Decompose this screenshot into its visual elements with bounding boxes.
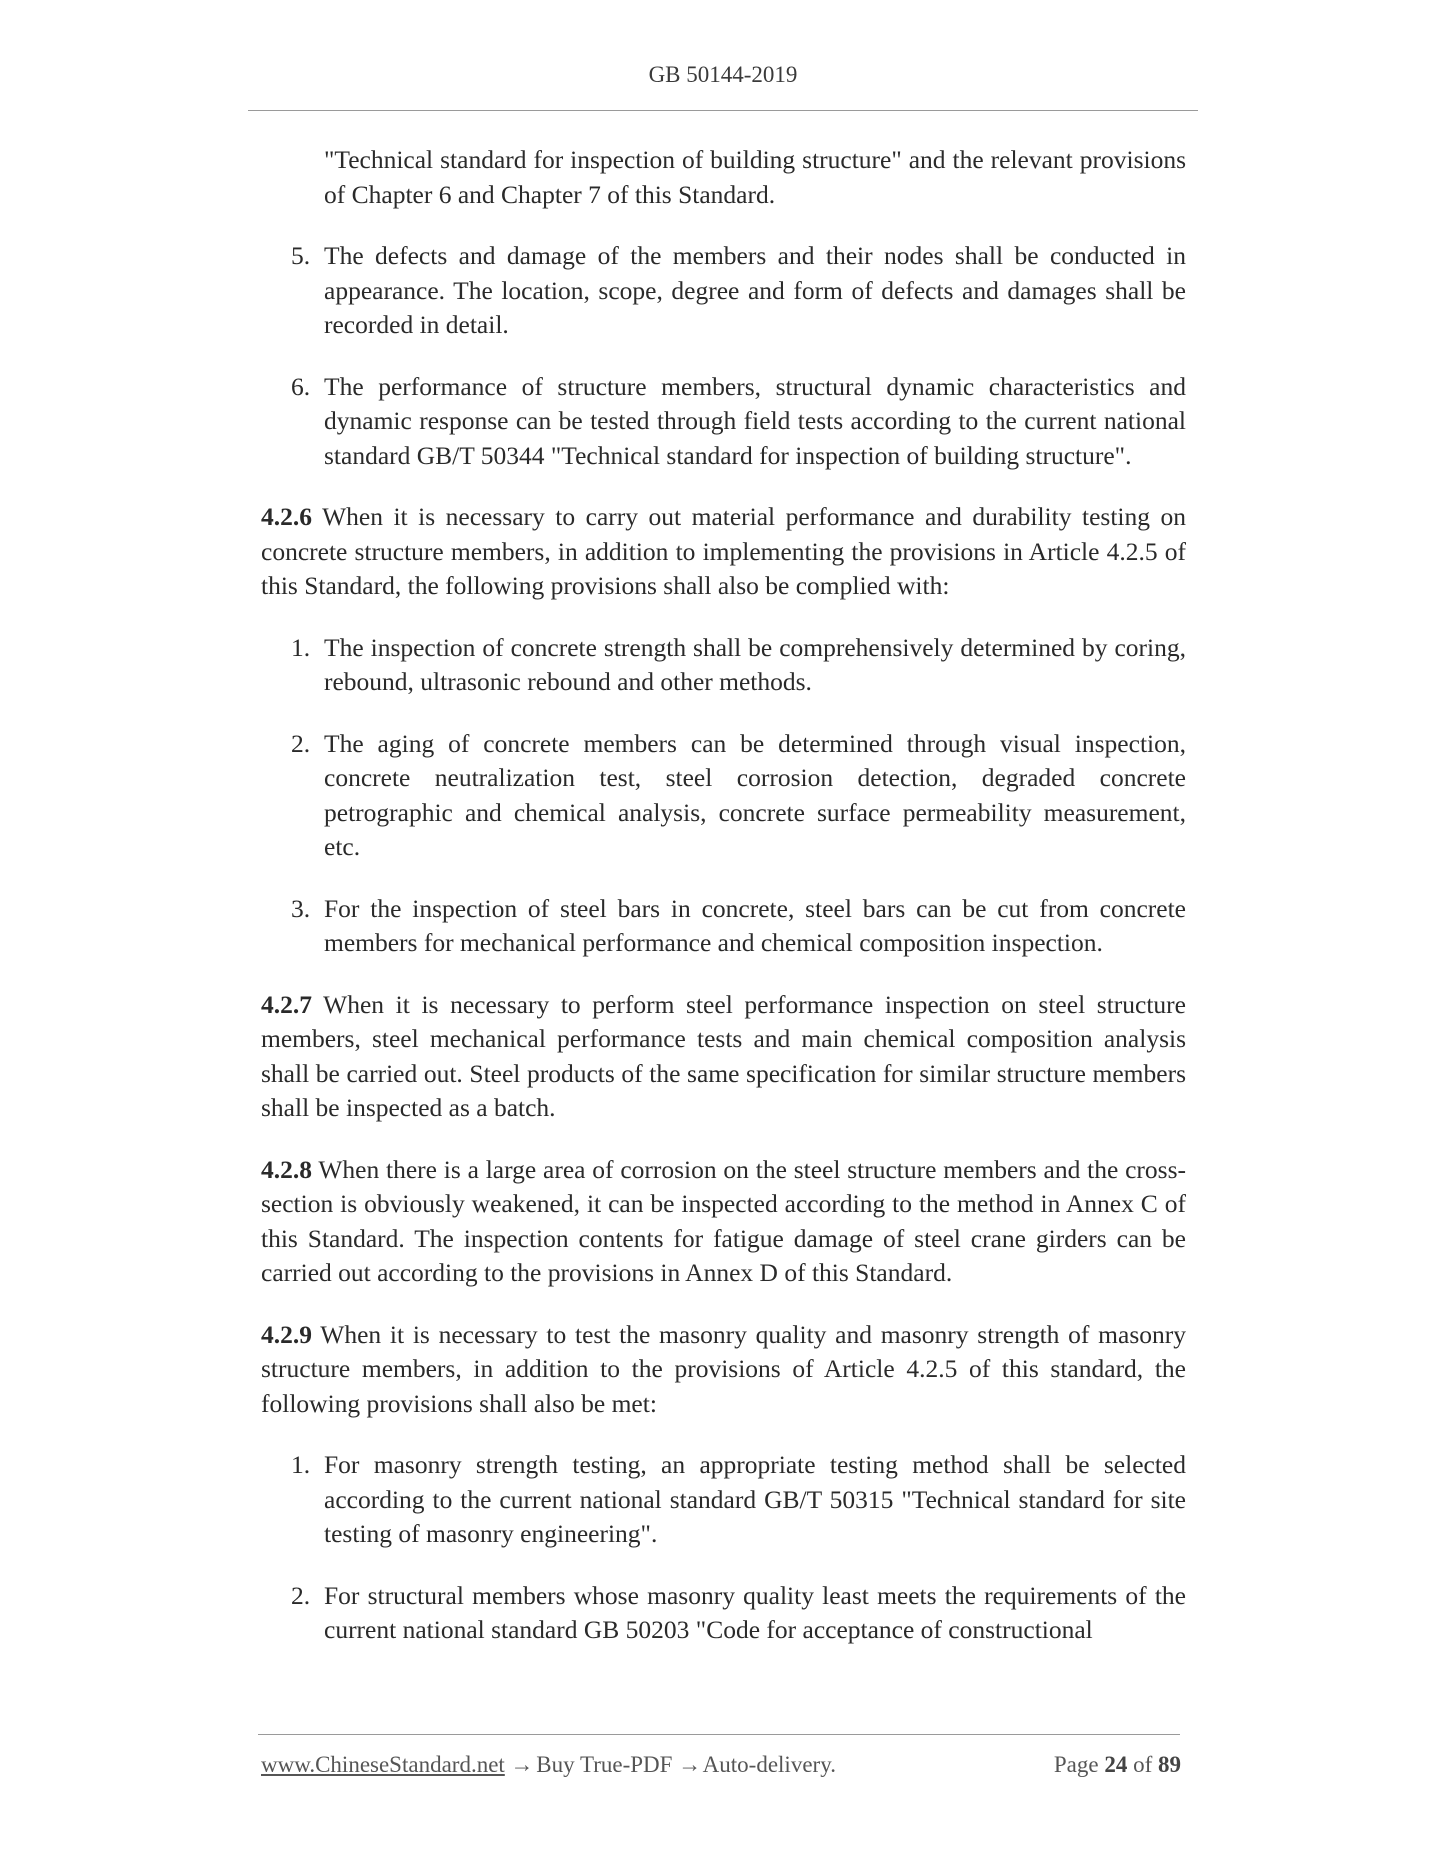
- list-item-number: 1.: [291, 1450, 311, 1479]
- clause-number: 4.2.9: [261, 1319, 312, 1349]
- list-item-text: The aging of concrete members can be determined through visual inspection, concrete neutralization test, steel corrosion detection, degraded concrete petrographic and chemical analysis, concrete surface permeability measurement, etc.: [324, 728, 1186, 861]
- arrow-right-icon: →: [678, 1752, 702, 1777]
- continuation-paragraph: "Technical standard for inspection of building structure" and the relevant provisions of Chapter 6 and Chapter 7 of this Standard.: [324, 145, 1186, 209]
- list-item-number: 3.: [291, 893, 311, 923]
- list-item: [261, 631, 1186, 700]
- site-link[interactable]: www.ChineseStandard.net: [261, 1752, 505, 1777]
- clause-4-2-7: [261, 988, 1186, 1126]
- list-item-number: 5.: [291, 241, 311, 270]
- of-label: of: [1133, 1752, 1153, 1777]
- list-item: [261, 1448, 1186, 1552]
- buy-pdf-link[interactable]: Buy True-PDF: [536, 1752, 673, 1777]
- arrow-right-icon: →: [510, 1752, 534, 1777]
- list-item-text: The performance of structure members, structural dynamic characteristics and dynamic response can be tested through field tests according to the current national standard GB/T 50344 "Technical standard for inspection of building structure".: [324, 371, 1186, 470]
- list-item-number: 6.: [291, 371, 311, 401]
- list-item-text: For structural members whose masonry quality least meets the requirements of the current national standard GB 50203 "Code for acceptance of constructional: [324, 1580, 1186, 1644]
- clause-number: 4.2.8: [261, 1154, 312, 1184]
- page-current: 24: [1104, 1752, 1128, 1777]
- list-item-number: 2.: [291, 728, 311, 758]
- list-item: [261, 239, 1186, 343]
- clause-number: 4.2.7: [261, 989, 312, 1019]
- list-item-number: 1.: [291, 632, 311, 662]
- list-item-text: The defects and damage of the members and their nodes shall be conducted in appearance. The location, scope, degree and form of defects and damages shall be recorded in detail.: [324, 241, 1186, 339]
- page-total: 89: [1158, 1752, 1181, 1777]
- clause-4-2-9: [261, 1318, 1186, 1422]
- clause-text: When it is necessary to carry out material performance and durability testing on concrete structure members, in addition to implementing the provisions in Article 4.2.5 of this Standard, the following provisions shall also be complied with:: [261, 502, 1187, 600]
- page-label: Page: [1053, 1752, 1099, 1777]
- list-item: [261, 370, 1186, 474]
- header-divider: [248, 110, 1198, 111]
- clause-text: When it is necessary to perform steel performance inspection on steel structure members, steel mechanical performance tests and main chemical composition analysis shall be carried out. Steel products of the same specification for similar structure members shall be inspected as a batch.: [261, 989, 1186, 1122]
- list-item: [261, 727, 1186, 865]
- delivery-text: Auto-delivery.: [702, 1752, 836, 1777]
- list-item-number: 2.: [291, 1580, 311, 1610]
- list-item-text: The inspection of concrete strength shall be comprehensively determined by coring, rebound, ultrasonic rebound and other methods.: [324, 632, 1186, 696]
- clause-text: When there is a large area of corrosion on the steel structure members and the cross-section is obviously weakened, it can be inspected according to the method in Annex C of this Standard. The inspection contents for fatigue damage of steel crane girders can be carried out according to the provisions in Annex D of this Standard.: [261, 1154, 1186, 1287]
- clause-4-2-8: [261, 1153, 1186, 1291]
- page-footer: [261, 1752, 1181, 1778]
- document-body: [261, 143, 1186, 1675]
- page-number: [1054, 1752, 1181, 1778]
- clause-text: When it is necessary to test the masonry quality and masonry strength of masonry structure members, in addition to the provisions of Article 4.2.5 of this standard, the following provisions shall also be met:: [261, 1319, 1186, 1418]
- clause-4-2-6: [261, 500, 1186, 604]
- page-header: GB 50144-2019: [648, 62, 798, 87]
- list-item: [261, 892, 1186, 961]
- list-item-text: For masonry strength testing, an appropriate testing method shall be selected according to the current national standard GB/T 50315 "Technical standard for site testing of masonry engineering".: [324, 1450, 1186, 1548]
- clause-number: 4.2.6: [261, 502, 312, 531]
- list-item-text: For the inspection of steel bars in concrete, steel bars can be cut from concrete members for mechanical performance and chemical composition inspection.: [324, 893, 1186, 957]
- footer-divider: [258, 1734, 1180, 1735]
- list-item: [261, 1579, 1186, 1648]
